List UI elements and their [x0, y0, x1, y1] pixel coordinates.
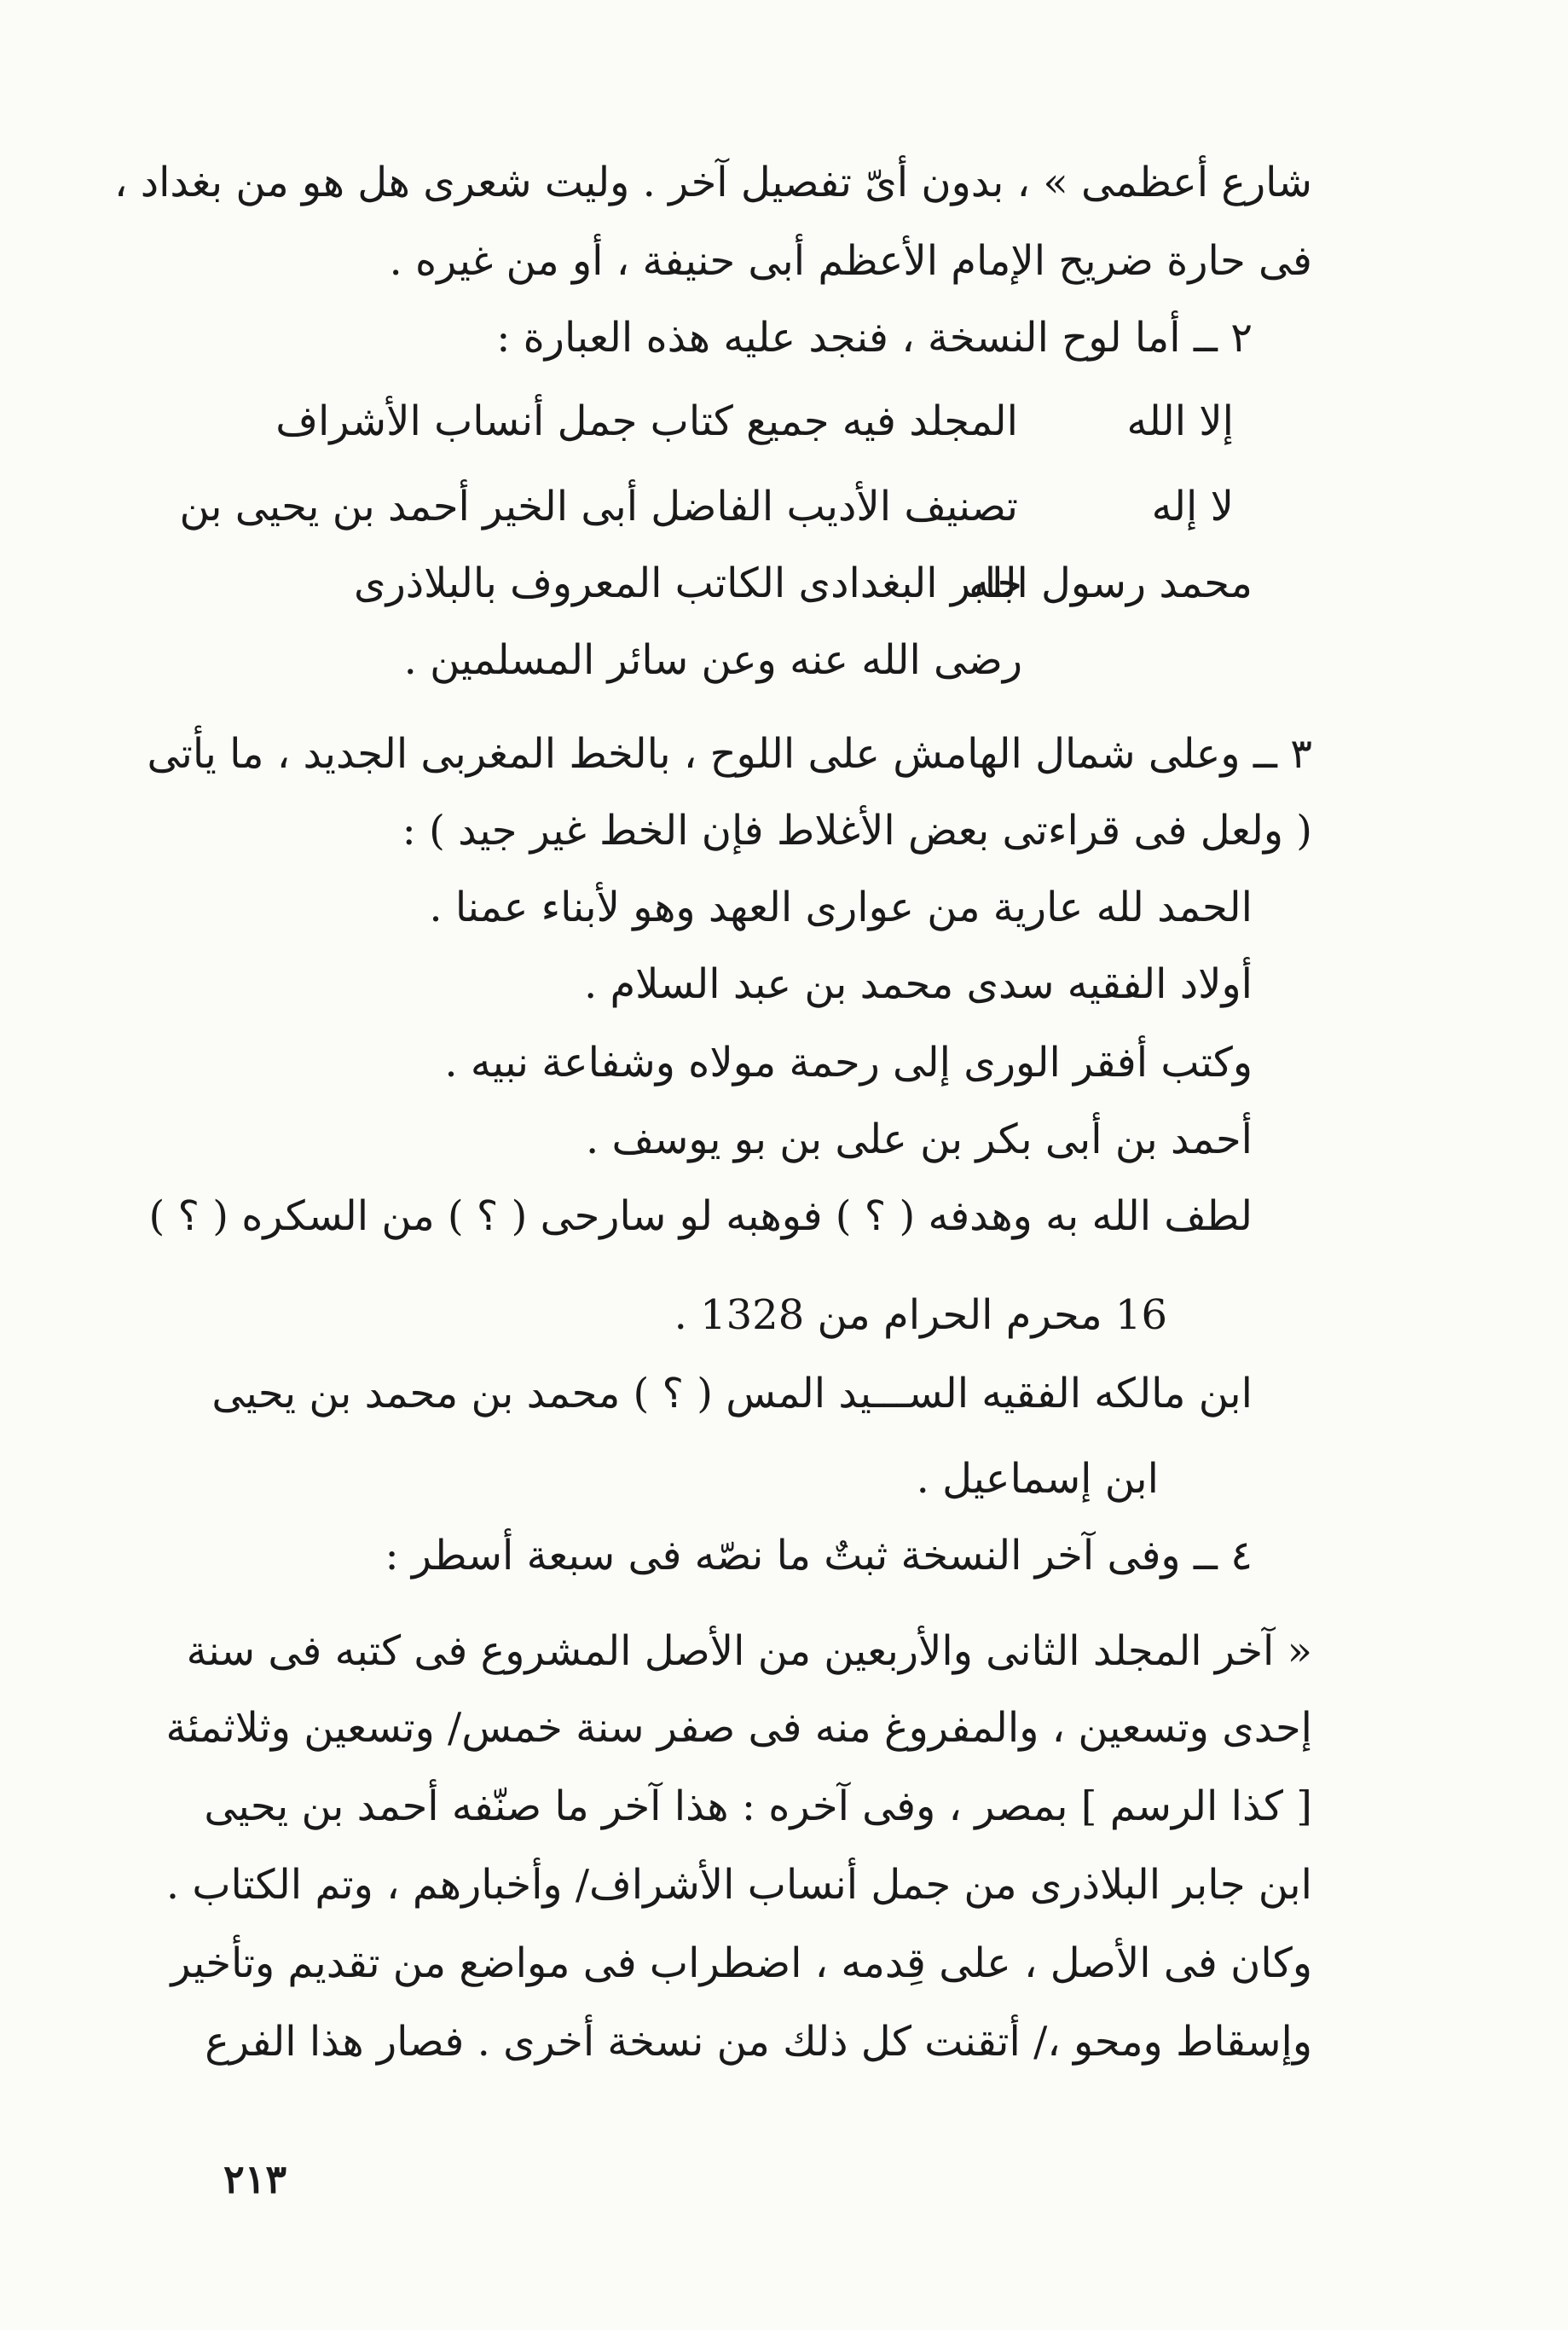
title-block-right-line: رضى الله عنه وعن سائر المسلمين . — [403, 636, 1022, 684]
note-line: أحمد بن أبى بكر بن على بن بو يوسف . — [585, 1116, 1253, 1163]
page-number: ٢١٣ — [223, 2156, 287, 2202]
note-line: أولاد الفقيه سدى محمد بن عبد السلام . — [583, 960, 1253, 1008]
colophon-line: « آخر المجلد الثانى والأربعين من الأصل المشروع فى كتبه فى سنة — [186, 1627, 1312, 1675]
note-line: ابن إسماعيل . — [916, 1455, 1159, 1503]
colophon-line: ابن جابر البلاذرى من جمل أنساب الأشراف/ وأخبارهم ، وتم الكتاب . — [165, 1861, 1312, 1909]
title-block-left-line: إلا الله — [1126, 397, 1234, 445]
colophon-line: وإسقاط ومحو ،/ أتقنت كل ذلك من نسخة أخرى . فصار هذا الفرع — [205, 2018, 1312, 2066]
colophon-line: [ كذا الرسم ] بمصر ، وفى آخره : هذا آخر ما صنّفه أحمد بن يحيى — [204, 1782, 1312, 1830]
note-line: الحمد لله عارية من عوارى العهد وهو لأبناء عمنا . — [429, 884, 1253, 931]
note-line: لطف الله به وهدفه ( ؟ ) فوهبه لو سارحى ( ؟ ) من السكره ( ؟ ) — [148, 1192, 1253, 1240]
title-block-right-line: المجلد فيه جميع كتاب جمل أنساب الأشراف — [275, 397, 1018, 445]
text-line: شارع أعظمى » ، بدون أىّ تفصيل آخر . وليت شعرى هل هو من بغداد ، — [113, 159, 1312, 206]
note-line: ابن مالكه الفقيه الســـيد المس ( ؟ ) محمد بن محمد بن يحيى — [211, 1370, 1253, 1417]
colophon-line: وكان فى الأصل ، على قِدمه ، اضطراب فى مواضع من تقديم وتأخير — [171, 1939, 1312, 1987]
colophon-line: إحدى وتسعين ، والمفروغ منه فى صفر سنة خمس/ وتسعين وثلاثمئة — [165, 1704, 1312, 1752]
title-block-right-line: جابر البغدادى الكاتب المعروف بالبلاذرى — [354, 559, 1022, 607]
paragraph-heading: ٤ ــ وفى آخر النسخة ثبتٌ ما نصّه فى سبعة أسطر : — [385, 1532, 1253, 1579]
title-block-left-line: لا إله — [1151, 483, 1234, 530]
paragraph-heading: ٢ ــ أما لوح النسخة ، فنجد عليه هذه العبارة : — [496, 314, 1253, 362]
title-block-right-line: تصنيف الأديب الفاضل أبى الخير أحمد بن يحيى بن — [179, 483, 1018, 530]
text-line: فى حارة ضريح الإمام الأعظم أبى حنيفة ، أو من غيره . — [389, 237, 1312, 285]
note-line: وكتب أفقر الورى إلى رحمة مولاه وشفاعة نبيه . — [444, 1039, 1253, 1087]
note-line: 16 محرم الحرام من 1328 . — [674, 1291, 1167, 1339]
paragraph-heading: ٣ ــ وعلى شمال الهامش على اللوح ، بالخط المغربى الجديد ، ما يأتى — [147, 730, 1312, 778]
title-block-left-line: محمد رسول الله — [969, 559, 1253, 607]
text-line: ( ولعل فى قراءتى بعض الأغلاط فإن الخط غير جيد ) : — [402, 807, 1312, 855]
